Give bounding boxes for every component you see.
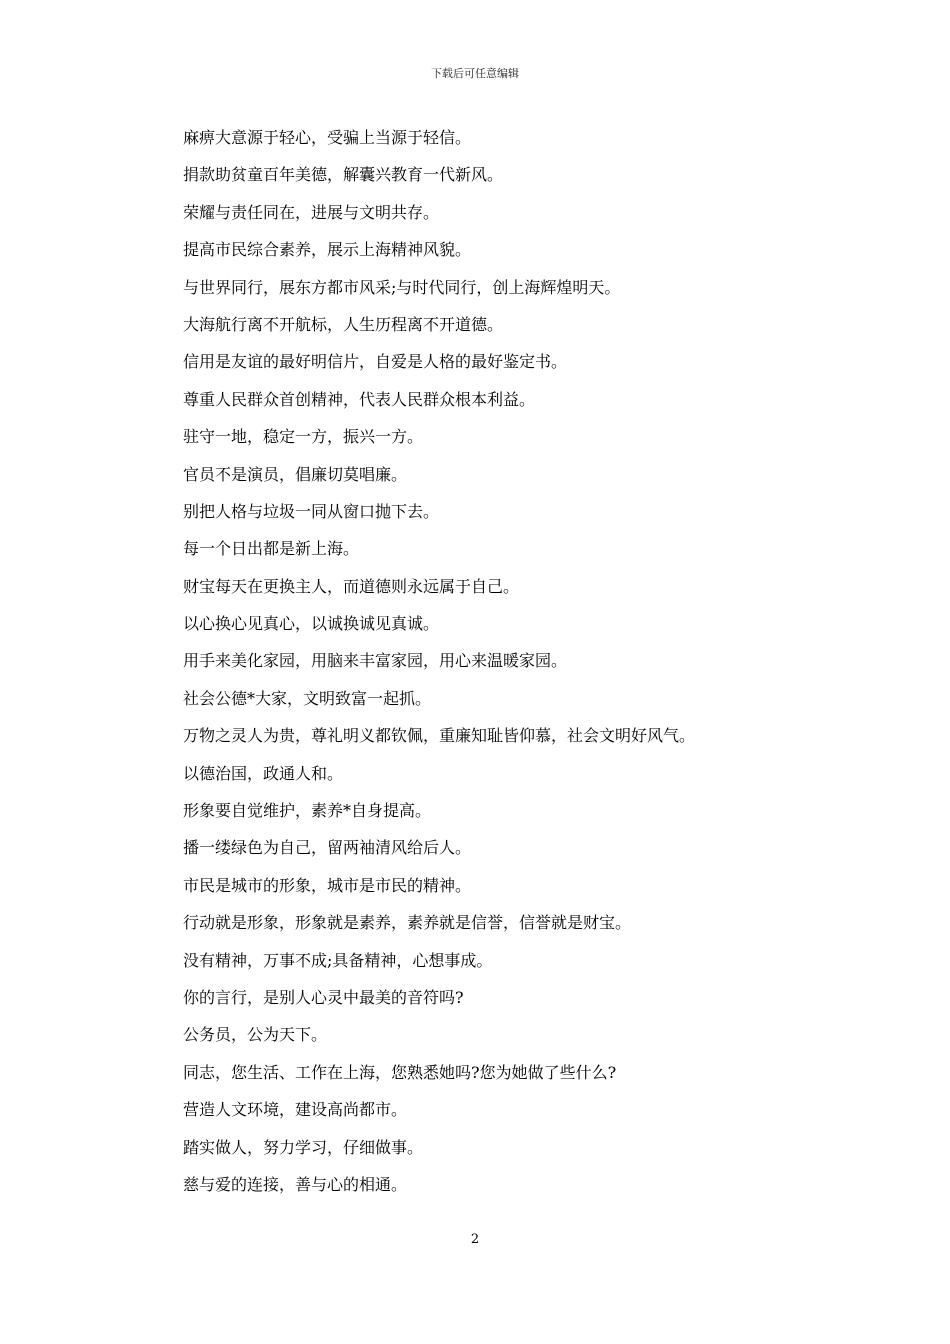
slogan-line: 别把人格与垃圾一同从窗口抛下去。 (183, 501, 440, 521)
slogan-line: 用手来美化家园，用脑来丰富家园，用心来温暖家园。 (183, 651, 568, 671)
page-number: 2 (470, 1232, 480, 1247)
slogan-line: 驻守一地，稳定一方，振兴一方。 (183, 427, 424, 447)
slogan-line: 捐款助贫童百年美德，解囊兴教育一代新风。 (183, 165, 504, 185)
slogan-line: 以心换心见真心，以诚换诚见真诚。 (183, 614, 440, 634)
slogan-line: 营造人文环境，建设高尚都市。 (183, 1100, 408, 1120)
slogan-line: 荣耀与责任同在，进展与文明共存。 (183, 202, 440, 222)
slogan-line: 尊重人民群众首创精神，代表人民群众根本利益。 (183, 389, 536, 409)
slogan-line: 麻痹大意源于轻心，受骗上当源于轻信。 (183, 128, 472, 147)
slogan-line: 慈与爱的连接，善与心的相通。 (183, 1174, 408, 1194)
slogan-line: 行动就是形象，形象就是素养，素养就是信誉，信誉就是财宝。 (183, 913, 632, 933)
slogan-line: 社会公德*大家，文明致富一起抓。 (183, 688, 432, 708)
slogan-line: 万物之灵人为贵，尊礼明义都钦佩，重廉知耻皆仰慕，社会文明好风气。 (183, 726, 696, 746)
slogan-line: 没有精神，万事不成;具备精神，心想事成。 (183, 950, 493, 970)
slogan-line: 财宝每天在更换主人，而道德则永远属于自己。 (183, 576, 520, 596)
slogan-list (183, 124, 823, 1208)
slogan-line: 以德治国，政通人和。 (183, 763, 344, 783)
slogan-line: 官员不是演员，倡廉切莫唱廉。 (183, 464, 408, 484)
slogan-line: 信用是友谊的最好明信片，自爱是人格的最好鉴定书。 (183, 352, 568, 372)
slogan-line: 与世界同行，展东方都市风采;与时代同行，创上海辉煌明天。 (183, 277, 621, 297)
slogan-line: 踏实做人，努力学习，仔细做事。 (183, 1137, 424, 1157)
slogan-line: 形象要自觉维护，素养*自身提高。 (183, 801, 432, 821)
slogan-line: 公务员，公为天下。 (183, 1025, 328, 1045)
slogan-line: 每一个日出都是新上海。 (183, 539, 360, 559)
slogan-line: 大海航行离不开航标，人生历程离不开道德。 (183, 314, 504, 334)
slogan-line: 市民是城市的形象，城市是市民的精神。 (183, 875, 472, 895)
slogan-line: 播一缕绿色为自己，留两袖清风给后人。 (183, 838, 472, 858)
slogan-line: 你的言行，是别人心灵中最美的音符吗? (183, 987, 464, 1007)
page-header: 下载后可任意编辑 (431, 67, 519, 80)
slogan-line: 同志，您生活、工作在上海，您熟悉她吗?您为她做了些什么? (183, 1062, 617, 1082)
slogan-line: 提高市民综合素养，展示上海精神风貌。 (183, 240, 472, 260)
